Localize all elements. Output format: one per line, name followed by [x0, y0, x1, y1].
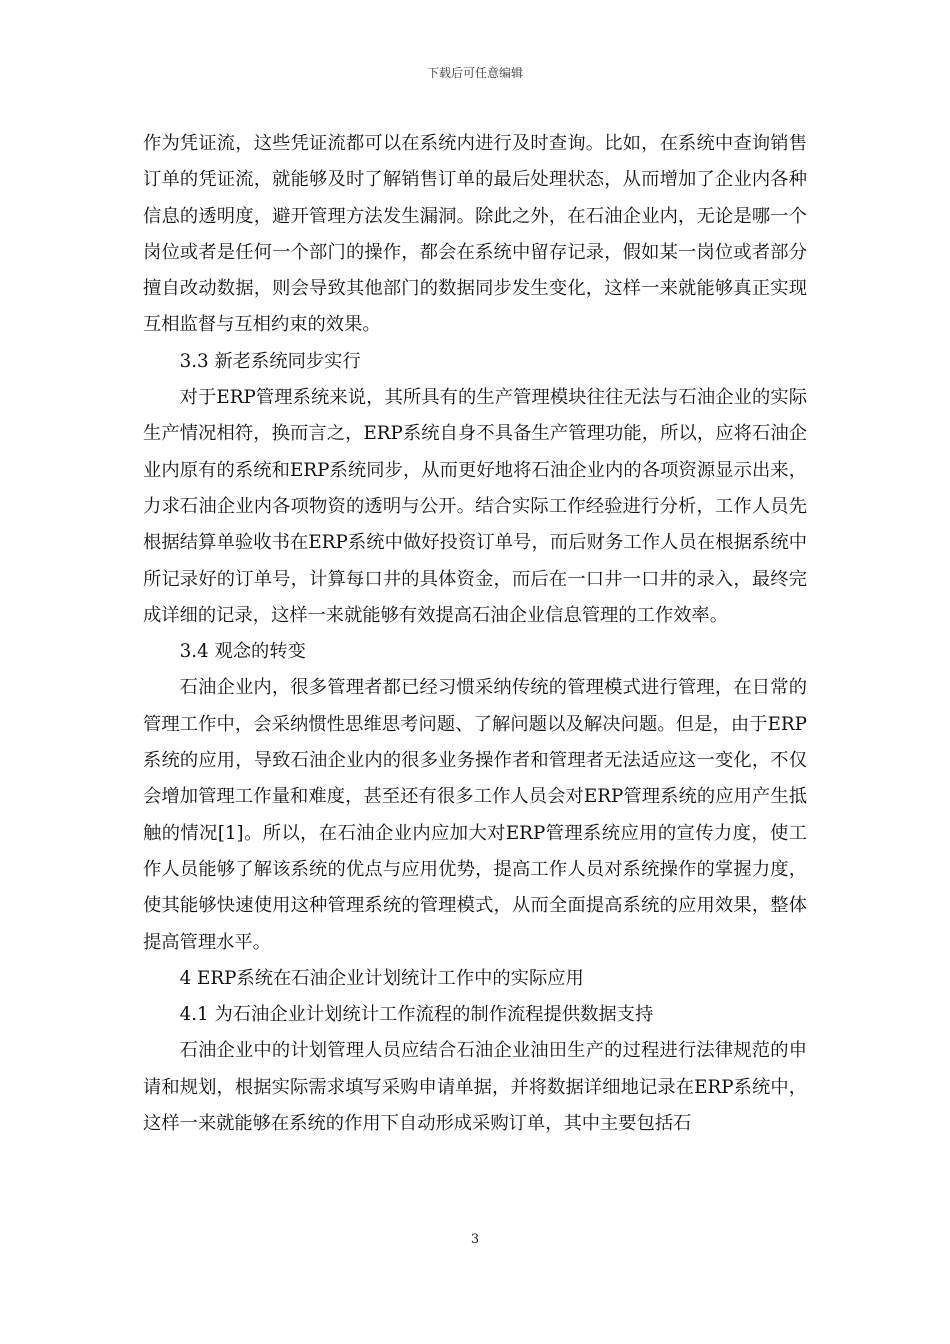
section-heading-4-1: 4.1 为石油企业计划统计工作流程的制作流程提供数据支持	[179, 1004, 654, 1026]
paragraph-data-support: 石油企业中的计划管理人员应结合石油企业油田生产的过程进行法律规范的申请和规划，根据实际需求填写采购申请单据，并将数据详细地记录在ERP系统中，这样一来就能够在系统的作用下自动形成采购订单，其中主要包括石	[143, 1040, 807, 1135]
section-heading-3-3: 3.3 新老系统同步实行	[179, 350, 361, 372]
page-header: 下载后可任意编辑	[426, 66, 523, 80]
section-heading-4: 4 ERP系统在石油企业计划统计工作中的实际应用	[179, 967, 584, 989]
document-body	[143, 126, 807, 1142]
paragraph-credential-flow: 作为凭证流，这些凭证流都可以在系统内进行及时查询。比如，在系统中查询销售订单的凭证流，就能够及时了解销售订单的最后处理状态，从而增加了企业内各种信息的透明度，避开管理方法发生漏洞。除此之外，在石油企业内，无论是哪一个岗位或者是任何一个部门的操作，都会在系统中留存记录，假如某一岗位或者部分擅自改动数据，则会导致其他部门的数据同步发生变化，这样一来就能够真正实现互相监督与互相约束的效果。	[143, 133, 807, 336]
paragraph-system-sync: 对于ERP管理系统来说，其所具有的生产管理模块往往无法与石油企业的实际生产情况相符，换而言之，ERP系统自身不具备生产管理功能，所以，应将石油企业内原有的系统和ERP系统同步，从而更好地将石油企业内的各项资源显示出来，力求石油企业内各项物资的透明与公开。结合实际工作经验进行分析，工作人员先根据结算单验收书在ERP系统中做好投资订单号，而后财务工作人员在根据系统中所记录好的订单号，计算每口井的具体资金，而后在一口井一口井的录入，最终完成详细的记录，这样一来就能够有效提高石油企业信息管理的工作效率。	[143, 387, 807, 626]
section-heading-3-4: 3.4 观念的转变	[179, 641, 306, 663]
paragraph-mindset-change: 石油企业内，很多管理者都已经习惯采纳传统的管理模式进行管理，在日常的管理工作中，会采纳惯性思维思考问题、了解问题以及解决问题。但是，由于ERP系统的应用，导致石油企业内的很多业务操作者和管理者无法适应这一变化，不仅会增加管理工作量和难度，甚至还有很多工作人员会对ERP管理系统的应用产生抵触的情况[1]。所以，在石油企业内应加大对ERP管理系统应用的宣传力度，使工作人员能够了解该系统的优点与应用优势，提高工作人员对系统操作的掌握力度，使其能够快速使用这种管理系统的管理模式，从而全面提高系统的应用效果，整体提高管理水平。	[143, 677, 807, 953]
page-number: 3	[470, 1232, 480, 1247]
